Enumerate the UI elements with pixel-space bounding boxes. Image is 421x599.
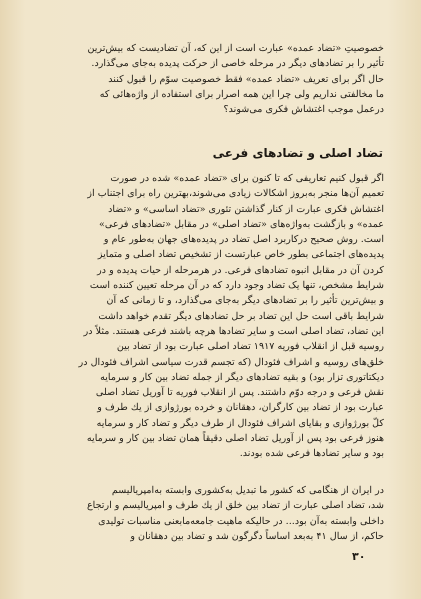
text-line: داخلی وابسته به‌آن بود... در حالیکه ماهیت جامعه‌مابعنی مناسبات تولیدی	[98, 515, 384, 527]
text-line: دیکتاتوری تزار بود) و بقیه تضادهای دیگر از جمله تضاد بین کار و سرمایه	[100, 371, 384, 383]
text-line: شد، تضاد اصلی عبارت از تضاد بین خلق از یك طرف و امپریالیسم و ارتجاع	[86, 500, 384, 512]
paragraph-2	[46, 171, 384, 462]
text-line: ما مخالفتی نداریم ولی چرا این همه اصرار برای استفاده از واژه‌هائی که	[99, 88, 384, 100]
text-line: شرایط باقی است حل این تضاد بر حل تضادهای دیگر تقدم خواهد داشت	[98, 310, 384, 322]
page-number: ۳۰	[352, 550, 366, 563]
text-line: اگر قبول کنیم تعاریفی که تا کنون برای «تضاد عمده» شده در صورت	[110, 173, 384, 184]
text-line: درعمل موجب اغتشاش فکری می‌شوند؟	[223, 104, 384, 116]
text-line: نقش فرعی و درجه دوّم داشتند. پس از انقلاب فوریه تا آوریل تضاد اصلی	[95, 387, 384, 399]
text-line: خصوصیتِ «تضاد عمده» عبارت است از این که، آن تضادیست که بیش‌ترین	[87, 43, 384, 54]
text-line: است. روش صحیح درکاربرد اصل تضاد در پدیده‌های جهان به‌طور عام و	[103, 234, 384, 246]
text-line: اغتشاش فکری عبارت از کنار گذاشتن تئوری «تضاد اساسی» و «تضاد	[108, 203, 384, 215]
paragraph-1	[46, 41, 384, 117]
text-line: کردن آن در مقابل انبوه تضادهای فرعی. در هرمرحله از حیات پدیده و در	[97, 264, 384, 276]
text-line: عمده» و بازگشت به‌واژه‌های «تضاد اصلی» در مقابل «تضادهای فرعی»	[99, 218, 384, 230]
text-line: در ایران از هنگامی که کشور ما تبدیل به‌کشوری وابسته به‌امپریالیسم	[111, 485, 384, 496]
text-line: روسیه قبل از انقلاب فوریه ۱۹۱۷ تضاد اصلی عبارت بود از تضاد بین	[116, 341, 384, 353]
section-heading: تضاد اصلی و تضادهای فرعی	[212, 146, 383, 160]
text-line: عبارت بود از تضاد بین کارگران، دهقانان و خرده بورژوازی از یك طرف و	[97, 402, 384, 414]
text-line: حاکم، از سال ۴۱ به‌بعد اساساً دگرگون شد و تضاد بین دهقانان و	[130, 530, 384, 542]
text-line: خلق‌های روسیه و اشراف فئودال (که تجسم قدرت سیاسی اشراف فئودال در	[78, 356, 384, 368]
text-line: تأثیر را بر تضادهای دیگر در مرحله خاصی از حرکت پدیده به‌جای می‌گذارد.	[91, 58, 384, 70]
text-line: پدیده‌های اجتماعی بطور خاص عبارتست از تشخیص تضاد اصلی و متمایز	[97, 249, 384, 261]
text-line: بود و سایر تضادها فرعی شده بودند.	[239, 448, 384, 460]
paragraph-3	[46, 483, 384, 544]
text-line: حال اگر برای تعریف «تضاد عمده» فقط خصوصیت سوّم را قبول کنند	[108, 73, 384, 85]
text-line: کلّ بورژوازی و بقایای اشراف فئودال از طرف دیگر و تضاد کار و سرمایه	[96, 417, 384, 429]
text-line: تعمیم آن‌ها منجر به‌بروز اشکالات زیادی می‌شوند،بهترین راه برای اجتناب از	[87, 188, 384, 200]
text-line: شرایط مشخص، تنها یک تضاد وجود دارد که در آن مرحله تعیین کننده است	[89, 280, 384, 292]
text-line: این تضاد، تضاد اصلی است و سایر تضادها هرچه باشند فرعی هستند. مثلاً در	[83, 325, 384, 337]
text-line: و بیش‌ترین تأثیر را بر تضادهای دیگر به‌جای می‌گذارد، و تا زمانی که آن	[106, 295, 384, 307]
text-line: هنوز فرعی بود پس از آوریل تضاد اصلی دقیقاً همان تضاد بین کار و سرمایه	[86, 433, 384, 445]
